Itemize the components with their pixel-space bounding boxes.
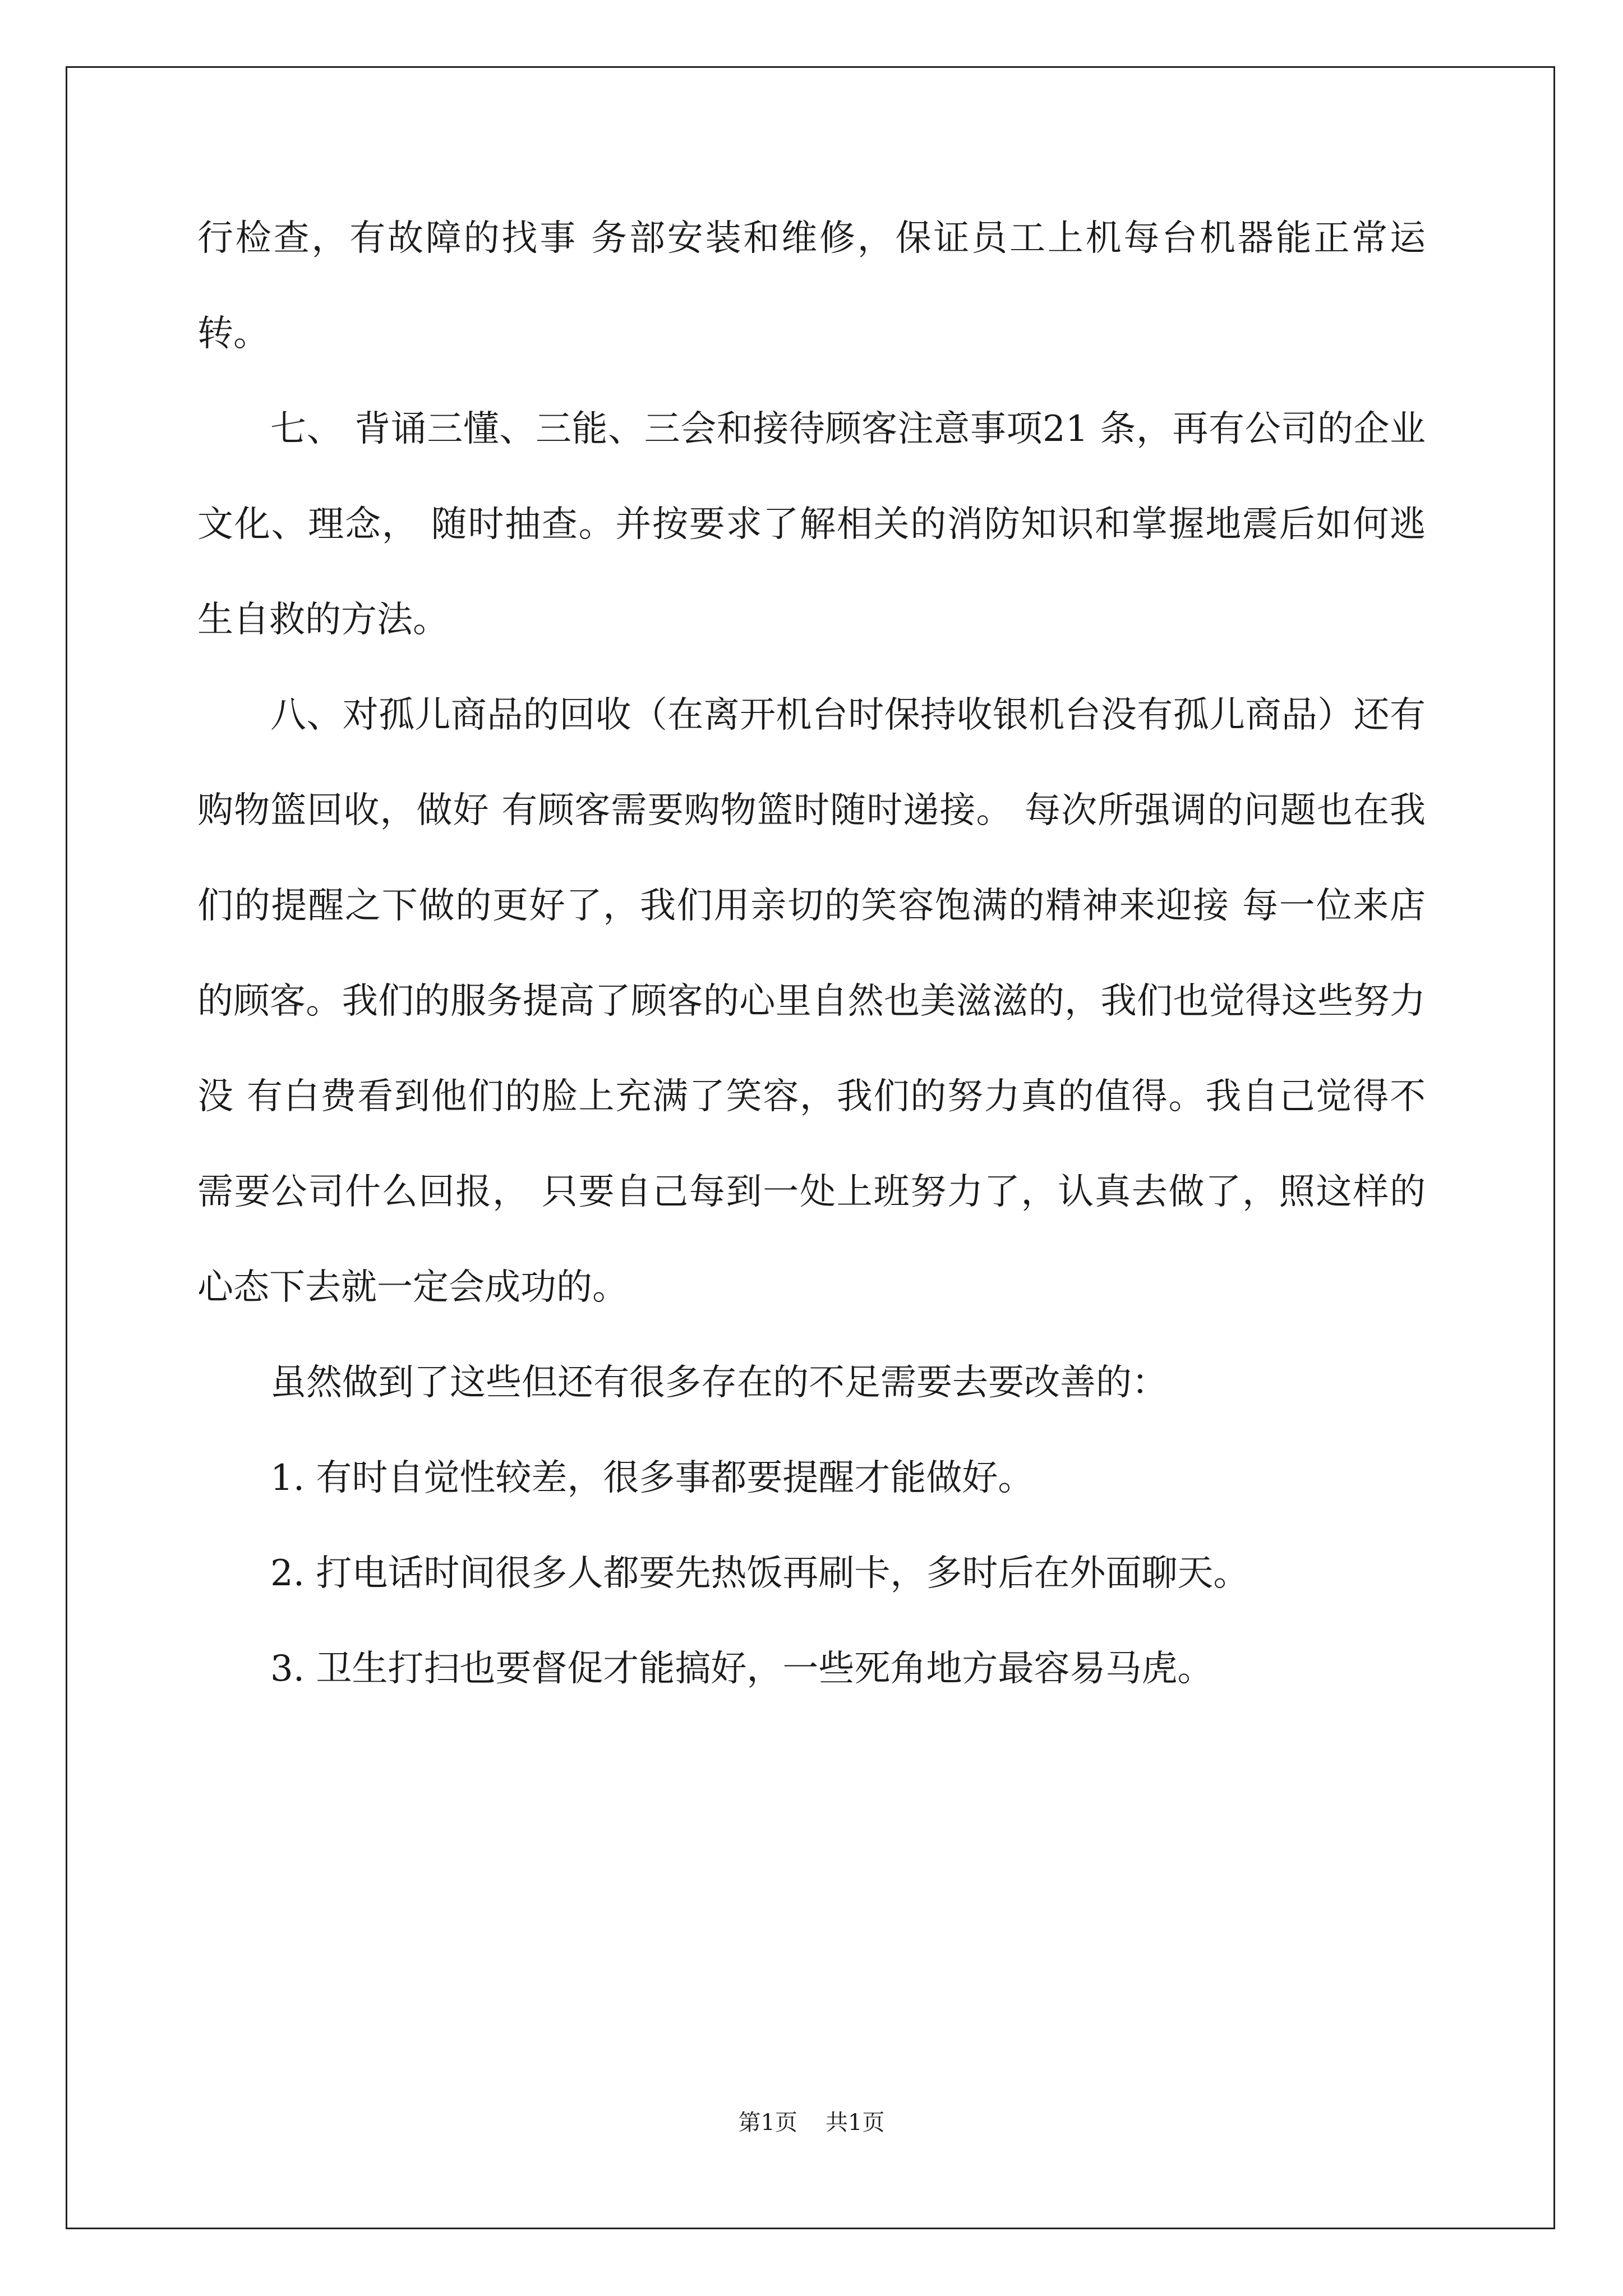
list-item: 1. 有时自觉性较差，很多事都要提醒才能做好。: [270, 1457, 1034, 1499]
list-item: 2. 打电话时间很多人都要先热饭再刷卡，多时后在外面聊天。: [270, 1553, 1249, 1594]
page-footer: [0, 2105, 1623, 2137]
list-item: 3. 卫生打扫也要督促才能搞好，一些死角地方最容易马虎。: [270, 1648, 1214, 1690]
page-number-current: 第1页: [738, 2110, 797, 2136]
paragraph-item-eight: 八、对孤儿商品的回收（在离开机台时保持收银机台没有孤儿商品）还有购物篮回收，做好 有顾客需要购物篮时随时递接。 每次所强调的问题也在我们的提醒之下做的更好了，我们用亲切的笑容饱满的精神来迎接 每一位来店的顾客。我们的服务提高了顾客的心里自然也美滋滋的，我们也觉得这些努力没 有白费看到他们的脸上充满了笑容，我们的努力真的值得。我自己觉得不需要公司什么回报， 只要自己每到一处上班努力了，认真去做了，照这样的心态下去就一定会成功的。: [197, 694, 1426, 1308]
paragraph-shortcomings-intro: 虽然做到了这些但还有很多存在的不足需要去要改善的：: [270, 1362, 1168, 1404]
document-body: [197, 191, 1426, 1717]
paragraph-continuation: 行检查，有故障的找事 务部安装和维修，保证员工上机每台机器能正常运转。: [197, 218, 1426, 355]
paragraph-item-seven: 七、 背诵三懂、三能、三会和接待顾客注意事项21 条，再有公司的企业文化、理念， 随时抽查。并按要求了解相关的消防知识和掌握地震后如何逃生自救的方法。: [197, 408, 1426, 641]
page-number-total: 共1页: [826, 2110, 885, 2136]
